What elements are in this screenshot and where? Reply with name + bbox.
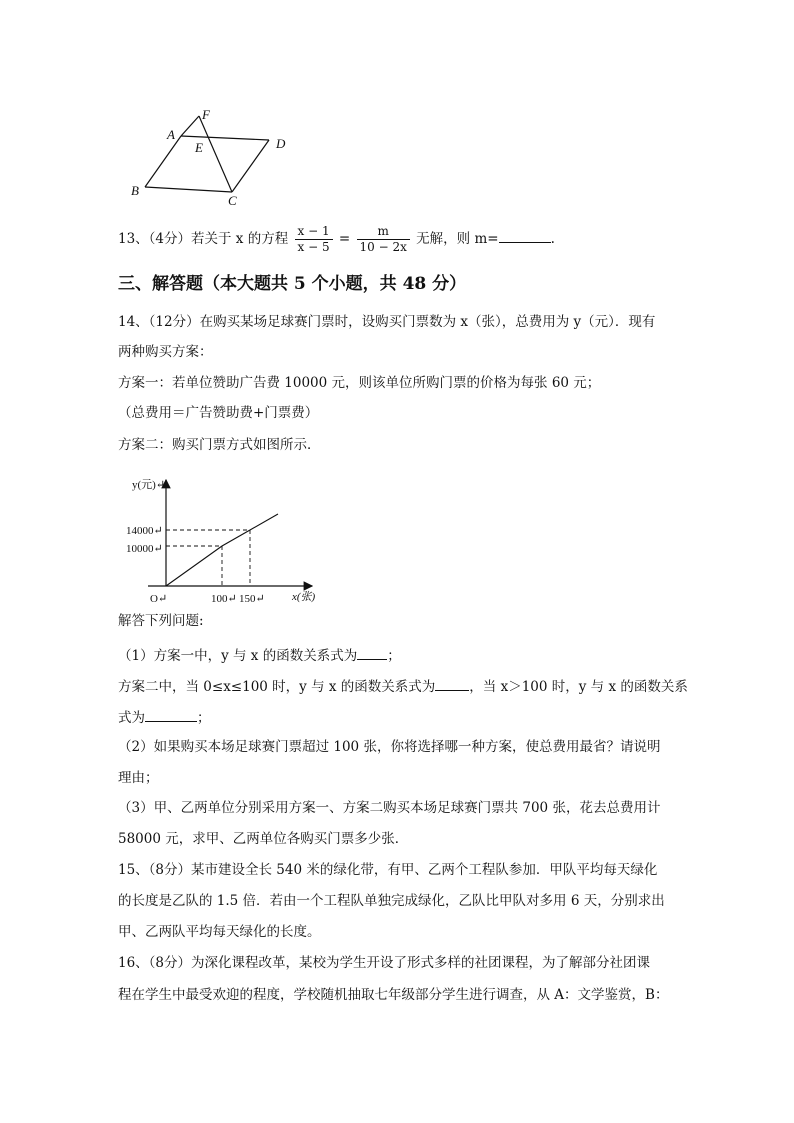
q14-part1-b-text: 方案二中，当 0≤x≤100 时，y 与 x 的函数关系式为 bbox=[118, 679, 436, 695]
label-f: F bbox=[202, 107, 210, 122]
label-d: D bbox=[276, 136, 286, 151]
label-b: B bbox=[131, 183, 139, 198]
label-e: E bbox=[195, 140, 203, 155]
q14-part3-b: 58000 元，求甲、乙两单位各购买门票多少张． bbox=[118, 831, 409, 847]
section-3-title: 三、解答题（本大题共 5 个小题，共 48 分） bbox=[118, 274, 467, 294]
q14-part1-b bbox=[118, 676, 688, 696]
x-axis-label: x(张) bbox=[292, 591, 316, 603]
q14-part1-a-text: （1）方案一中，y 与 x 的函数关系式为 bbox=[118, 648, 358, 664]
label-a: A bbox=[167, 127, 175, 142]
y-axis-label: y(元)↵ bbox=[132, 479, 166, 491]
tick-label-100: 100↵ bbox=[211, 593, 237, 605]
segment-cd bbox=[232, 140, 269, 192]
q16-line-1: 16、（8分）为深化课程改革，某校为学生开设了形式多样的社团课程，为了解部分社团课 bbox=[118, 955, 651, 971]
q14-blank-2[interactable] bbox=[435, 676, 469, 691]
segment-fc bbox=[199, 116, 232, 192]
q14-part2-b: 理由； bbox=[118, 770, 159, 786]
q13-prefix: 13、（4分）若关于 x 的方程 bbox=[118, 231, 289, 247]
q14-line-3: 方案一：若单位赞助广告费 10000 元，则该单位所购门票的价格为每张 60 元； bbox=[118, 375, 601, 391]
tick-label-150: 150↵ bbox=[239, 593, 265, 605]
question-13 bbox=[118, 224, 555, 255]
q13-answer-blank[interactable] bbox=[499, 228, 551, 243]
q16-line-2: 程在学生中最受欢迎的程度，学校随机抽取七年级部分学生进行调查，从 A：文学鉴赏，B： bbox=[118, 987, 669, 1003]
q13-fraction-left bbox=[295, 224, 333, 255]
q13-fraction-right bbox=[357, 224, 410, 255]
function-graph bbox=[118, 470, 328, 610]
q13-frac2-denominator: 10 − 2x bbox=[359, 240, 407, 254]
segment-af bbox=[181, 116, 199, 136]
q14-line-1: 14、（12分）在购买某场足球赛门票时，设购买门票数为 x（张），总费用为 y（元）．现有 bbox=[118, 314, 656, 330]
q14-blank-1[interactable] bbox=[357, 645, 387, 660]
q14-part2-a: （2）如果购买本场足球赛门票超过 100 张，你将选择哪一种方案，使总费用最省？请说明 bbox=[118, 739, 661, 755]
answer-intro: 解答下列问题: bbox=[118, 613, 204, 629]
tick-label-14000: 14000↵ bbox=[126, 525, 163, 537]
q13-frac1-denominator: x − 5 bbox=[297, 240, 330, 254]
tick-label-10000: 10000↵ bbox=[126, 543, 163, 555]
q14-part1-c-text: 式为 bbox=[118, 710, 145, 726]
q14-part1-c bbox=[118, 707, 211, 727]
label-c: C bbox=[228, 193, 237, 208]
q14-part1-b-mid: ，当 x＞100 时，y 与 x 的函数关系 bbox=[469, 679, 688, 695]
q13-equals: = bbox=[338, 231, 351, 247]
q14-line-5: 方案二：购买门票方式如图所示． bbox=[118, 437, 321, 453]
q15-line-1: 15、（8分）某市建设全长 540 米的绿化带，有甲、乙两个工程队参加．甲队平均每天绿化 bbox=[118, 862, 658, 878]
q13-frac1-numerator: x − 1 bbox=[295, 224, 333, 240]
geometry-figure bbox=[118, 104, 318, 212]
q13-suffix: 无解，则 m= bbox=[416, 231, 499, 247]
q15-line-2: 的长度是乙队的 1.5 倍．若由一个工程队单独完成绿化，乙队比甲队对多用 6 天，分别求出 bbox=[118, 893, 665, 909]
q13-frac2-numerator: m bbox=[357, 224, 410, 240]
segment-ba bbox=[145, 136, 181, 187]
q14-blank-3[interactable] bbox=[145, 707, 197, 722]
q14-part1-a bbox=[118, 645, 401, 665]
q13-end: . bbox=[550, 231, 555, 247]
q14-part1-a-end: ； bbox=[387, 648, 401, 664]
q14-line-2: 两种购买方案： bbox=[118, 344, 213, 360]
q14-part1-c-end: ； bbox=[197, 710, 211, 726]
q14-part3-a: （3）甲、乙两单位分别采用方案一、方案二购买本场足球赛门票共 700 张，花去总费用计 bbox=[118, 800, 661, 816]
segment-bc bbox=[145, 187, 232, 192]
q14-line-4: （总费用＝广告赞助费+门票费） bbox=[118, 405, 319, 421]
origin-label: O↵ bbox=[150, 593, 168, 605]
q15-line-3: 甲、乙两队平均每天绿化的长度。 bbox=[118, 924, 321, 940]
